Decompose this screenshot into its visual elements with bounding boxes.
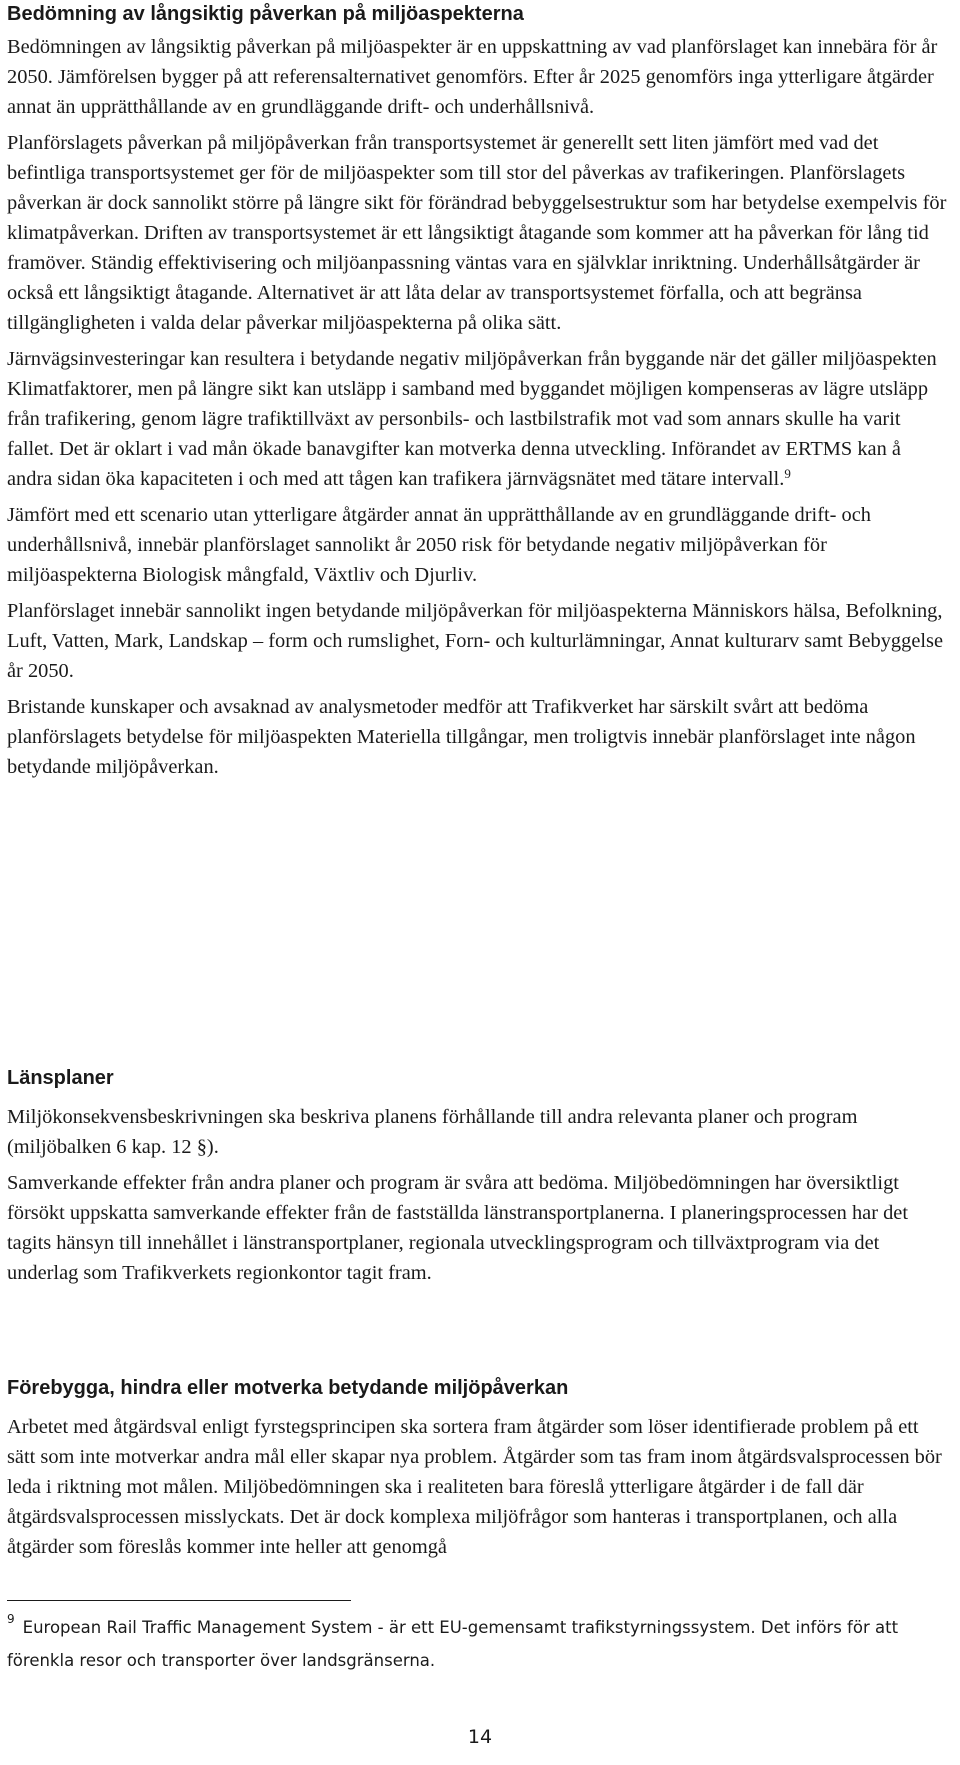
footnote-text: European Rail Traffic Management System - är ett EU-gemensamt trafikstyrningssystem. Det införs för att förenkla resor och transporter över landsgränserna. — [7, 1618, 899, 1670]
paragraph: Arbetet med åtgärdsval enligt fyrstegsprincipen ska sortera fram åtgärder som löser identifierade problem på ett sätt som inte motverkar andra mål eller skapar nya problem. Åtgärder som tas fram inom åtgärdsvalsprocessen bör leda i riktning mot målen. Miljöbedömningen ska i realiteten bara föreslå ytterligare åtgärder i de fall där åtgärdsvalsprocessen misslyckats. Det är dock komplexa miljöfrågor som hanteras i transportplanen, och alla åtgärder som föreslås kommer inte heller att genomgå — [7, 1416, 942, 1558]
section-heading-county-plans: Länsplaner — [7, 1067, 114, 1089]
footnote-reference[interactable]: 9 — [784, 466, 791, 481]
section-body — [7, 1412, 947, 1562]
paragraph: Jämfört med ett scenario utan ytterligare åtgärder annat än upprätthållande av en grundläggande drift- och underhållsnivå, innebär planförslaget sannolikt år 2050 risk för betydande negativ miljöpåverkan för miljöaspekterna Biologisk mångfald, Växtliv och Djurliv. — [7, 504, 871, 586]
paragraph: Bristande kunskaper och avsaknad av analysmetoder medför att Trafikverket har särskilt svårt att bedöma planförslagets betydelse för miljöaspekten Materiella tillgångar, men troligtvis innebär planförslaget inte någon betydande miljöpåverkan. — [7, 696, 916, 778]
section-county-plans — [7, 1064, 947, 1294]
footnote — [7, 1612, 937, 1676]
paragraph-text: Järnvägsinvesteringar kan resultera i betydande negativ miljöpåverkan från byggande när det gäller miljöaspekten Klimatfaktorer, men på längre sikt kan utsläpp i samband med byggandet möjligen kompenseras av lägre utsläpp från trafikering, genom lägre trafiktillväxt av personbils- och lastbilstrafik mot vad som annars skulle ha varit fallet. Det är oklart i vad mån ökade banavgifter kan motverka denna utveckling. Införandet av ERTMS kan å andra sidan öka kapaciteten i och med att tågen kan trafikera järnvägsnätet med tätare intervall. — [7, 348, 937, 490]
paragraph-with-footnote — [7, 344, 947, 494]
section-prevent-impact — [7, 1374, 947, 1568]
paragraph: Bedömningen av långsiktig påverkan på miljöaspekter är en uppskattning av vad planförslaget kan innebära för år 2050. Jämförelsen bygger på att referensalternativet genomförs. Efter år 2025 genomförs inga ytterligare åtgärder annat än upprätthållande av en grundläggande drift- och underhållsnivå. — [7, 36, 938, 118]
section-heading-prevent-impact: Förebygga, hindra eller motverka betydande miljöpåverkan — [7, 1377, 569, 1399]
paragraph: Planförslaget innebär sannolikt ingen betydande miljöpåverkan för miljöaspekterna Människors hälsa, Befolkning, Luft, Vatten, Mark, Landskap – form och rumslighet, Forn- och kulturlämningar, Annat kulturarv samt Bebyggelse år 2050. — [7, 600, 944, 682]
paragraph: Planförslagets påverkan på miljöpåverkan från transportsystemet är generellt sett liten jämfört med vad det befintliga transportsystemet ger för de miljöaspekter som till stor del påverkas av trafikeringen. Planförslagets påverkan är dock sannolikt större på längre sikt för förändrad bebyggelsestruktur som har betydelse exempelvis för klimatpåverkan. Driften av transportsystemet är ett långsiktigt åtagande som kommer att ha påverkan för lång tid framöver. Ständig effektivisering och miljöanpassning väntas vara en självklar inriktning. Underhållsåtgärder är också ett långsiktigt åtagande. Alternativet är att låta delar av transportsystemet förfalla, och att begränsa tillgängligheten i valda delar påverkar miljöaspekterna på olika sätt. — [7, 132, 947, 334]
section-heading-long-term-impact: Bedömning av långsiktig påverkan på miljöaspekterna — [7, 3, 524, 25]
paragraph: Miljökonsekvensbeskrivningen ska beskriva planens förhållande till andra relevanta planer och program (miljöbalken 6 kap. 12 §). — [7, 1106, 858, 1158]
section-body — [7, 32, 947, 782]
footnote-mark: 9 — [7, 1612, 15, 1626]
footnote-separator — [7, 1600, 351, 1601]
paragraph: Samverkande effekter från andra planer och program är svåra att bedöma. Miljöbedömningen har översiktligt försökt uppskatta samverkande effekter från de fastställda länstransportplanerna. I planeringsprocessen har det tagits hänsyn till innehållet i länstransportplaner, regionala utvecklingsprogram och tillväxtprogram via det underlag som Trafikverkets regionkontor tagit fram. — [7, 1172, 909, 1284]
section-body — [7, 1102, 947, 1288]
section-long-term-impact — [7, 0, 947, 788]
page-number: 14 — [467, 1726, 493, 1748]
